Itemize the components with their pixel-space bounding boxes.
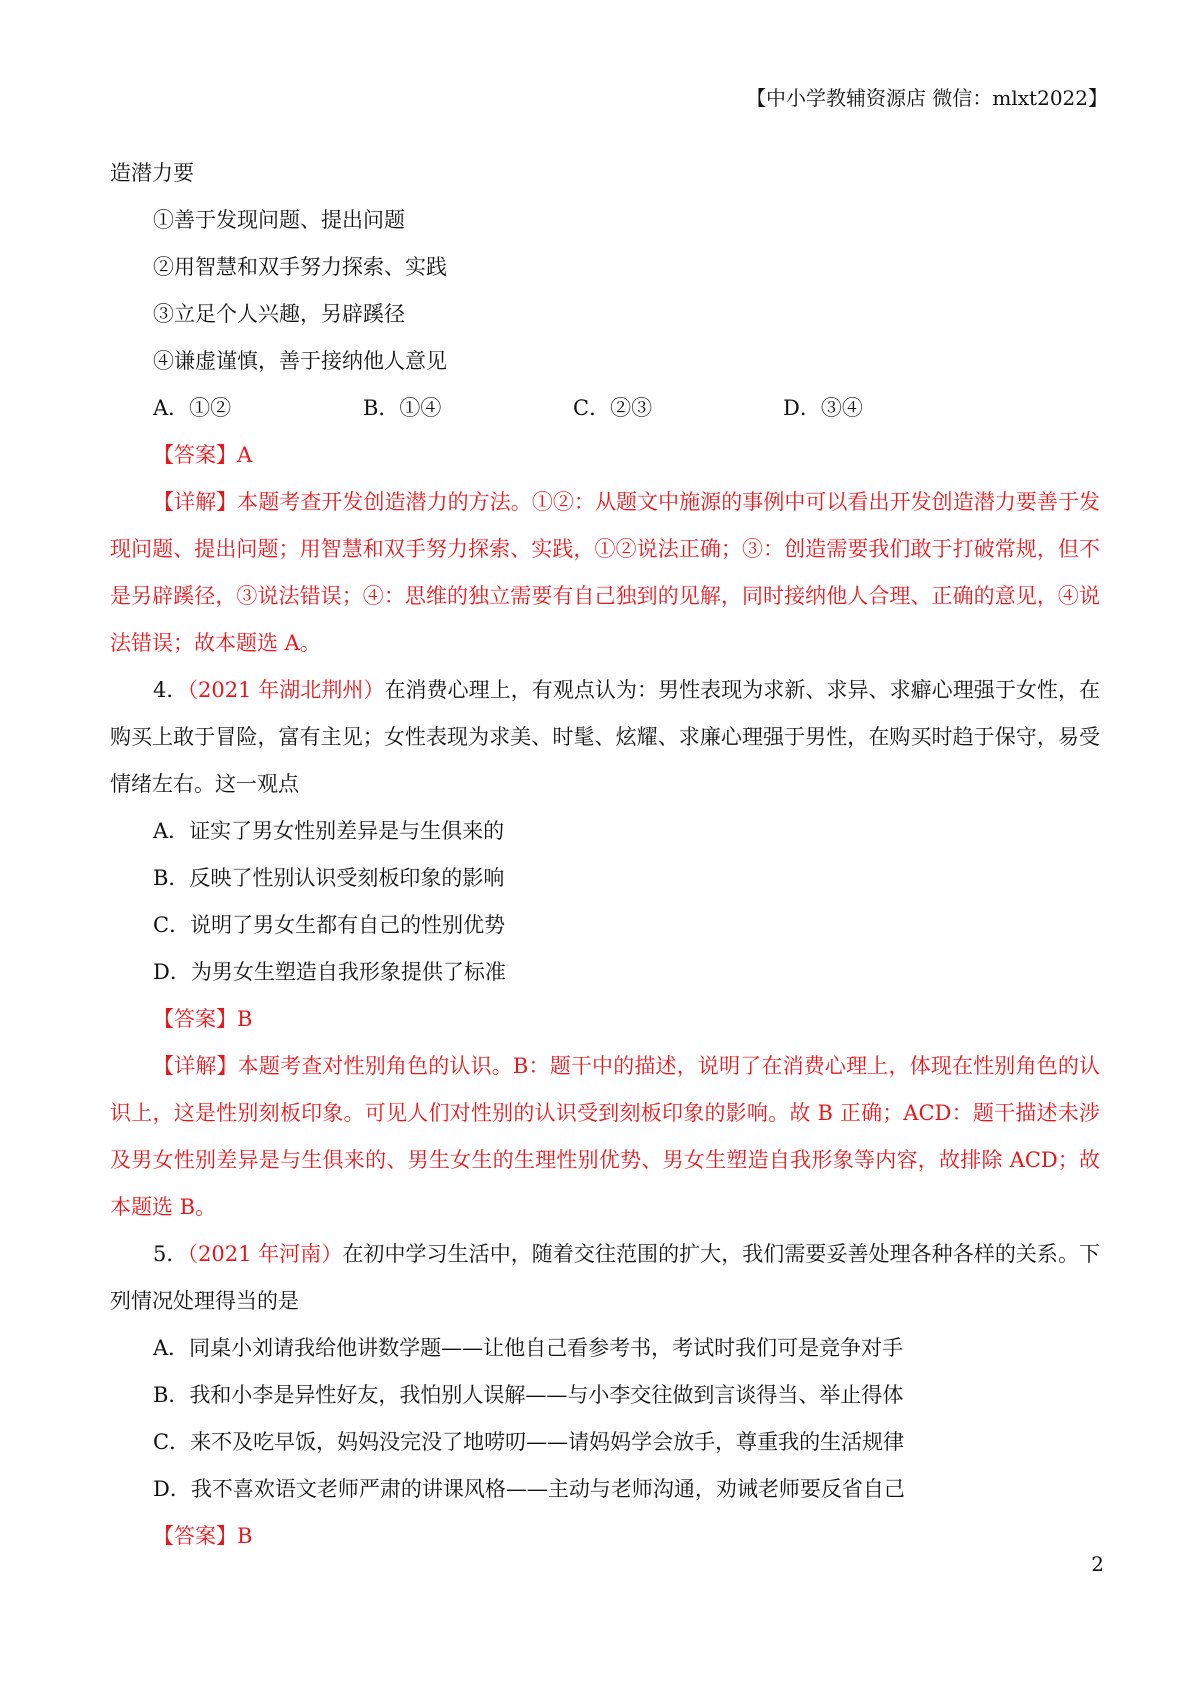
q4-option-a: A．证实了男女性别差异是与生俱来的	[153, 819, 505, 843]
q3-option-b: B．①④	[363, 396, 442, 420]
q5-option-a: A．同桌小刘请我给他讲数学题——让他自己看参考书，考试时我们可是竞争对手	[153, 1336, 904, 1360]
q5-option-d: D．我不喜欢语文老师严肃的讲课风格——主动与老师沟通，劝诫老师要反省自己	[153, 1477, 905, 1501]
q3-answer: 【答案】A	[153, 443, 253, 467]
q5-answer: 【答案】B	[153, 1524, 253, 1548]
q4-option-d: D．为男女生塑造自我形象提供了标准	[153, 960, 506, 984]
q5-stem-text: 在初中学习生活中，随着交往范围的扩大，我们需要妥善处理各种各样的关系。下列情况处理得当的是	[110, 1242, 1100, 1313]
q3-option-d: D．③④	[783, 396, 863, 420]
q4-option-b: B．反映了性别认识受刻板印象的影响	[153, 866, 505, 890]
q4-answer: 【答案】B	[153, 1007, 253, 1031]
q4-detail: 【详解】本题考查对性别角色的认识。B：题干中的描述，说明了在消费心理上，体现在性别角色的认识上，这是性别刻板印象。可见人们对性别的认识受到刻板印象的影响。故 B 正确；ACD：题干描述未涉及男女性别差异是与生俱来的、男生女生的生理性别优势、男女生塑造自我形象等内容，故排除 ACD；故本题选 B。	[110, 1054, 1100, 1219]
q5-option-b: B．我和小李是异性好友，我怕别人误解——与小李交往做到言谈得当、举止得体	[153, 1383, 904, 1407]
q3-option-a: A．①②	[153, 396, 232, 420]
q3-item: ③立足个人兴趣，另辟蹊径	[153, 302, 405, 326]
q4-option-c: C．说明了男女生都有自己的性别优势	[153, 913, 506, 937]
q3-stem-tail: 造潜力要	[110, 161, 194, 185]
page-number: 2	[1091, 1552, 1104, 1576]
page-content	[110, 150, 1100, 1560]
q3-option-c: C．②③	[573, 396, 653, 420]
q4-number: 4．	[153, 678, 188, 702]
q3-item: ②用智慧和双手努力探索、实践	[153, 255, 447, 279]
q5-source: （2021 年河南）	[187, 1242, 343, 1266]
q3-item: ①善于发现问题、提出问题	[153, 208, 405, 232]
q4-source: （2021 年湖北荆州）	[187, 678, 385, 702]
q3-options	[110, 385, 1100, 432]
q5-stem	[110, 1231, 1100, 1325]
q3-item: ④谦虚谨慎，善于接纳他人意见	[153, 349, 447, 373]
q5-number: 5．	[153, 1242, 188, 1266]
q4-stem-text: 在消费心理上，有观点认为：男性表现为求新、求异、求癖心理强于女性，在购买上敢于冒险，富有主见；女性表现为求美、时髦、炫耀、求廉心理强于男性，在购买时趋于保守，易受情绪左右。这一观点	[110, 678, 1101, 796]
page-header: 【中小学教辅资源店 微信：mlxt2022】	[746, 86, 1108, 110]
q3-detail: 【详解】本题考查开发创造潜力的方法。①②：从题文中施源的事例中可以看出开发创造潜力要善于发现问题、提出问题；用智慧和双手努力探索、实践，①②说法正确；③：创造需要我们敢于打破常规，但不是另辟蹊径，③说法错误；④：思维的独立需要有自己独到的见解，同时接纳他人合理、正确的意见，④说法错误；故本题选 A。	[110, 490, 1100, 655]
q4-stem	[110, 667, 1100, 808]
q5-option-c: C．来不及吃早饭，妈妈没完没了地唠叨——请妈妈学会放手，尊重我的生活规律	[153, 1430, 905, 1454]
